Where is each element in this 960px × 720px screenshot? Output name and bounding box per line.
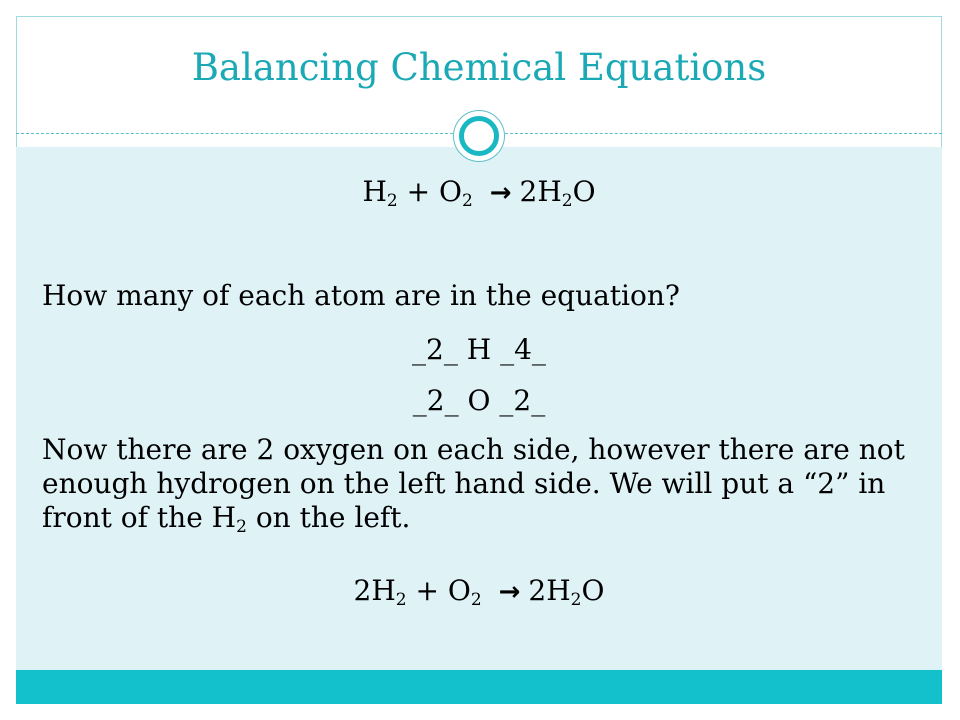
atom-row-right-count: _4_ bbox=[500, 333, 546, 366]
atom-row-right-count: _2_ bbox=[499, 384, 546, 417]
atom-row-left-count: _2_ bbox=[412, 384, 459, 417]
eq2-o: O bbox=[447, 574, 471, 607]
circle-ornament-icon bbox=[453, 110, 505, 162]
eq1-h2: H bbox=[537, 175, 562, 208]
eq1-h2-sub: 2 bbox=[561, 191, 573, 211]
eq2-h-sub: 2 bbox=[395, 590, 407, 610]
right-arrow-icon: → bbox=[498, 577, 521, 607]
paragraph-sub: 2 bbox=[236, 517, 247, 537]
eq1-h: H bbox=[362, 175, 387, 208]
eq1-coef: 2 bbox=[519, 175, 538, 208]
paragraph-before: Now there are 2 oxygen on each side, however there are not enough hydrogen on the left hand side. We will put a “2” in front of the H bbox=[42, 433, 905, 534]
eq1-o2: O bbox=[572, 175, 596, 208]
atom-row-element: H bbox=[466, 333, 492, 366]
equation-balanced bbox=[16, 574, 942, 609]
question-text: How many of each atom are in the equation? bbox=[42, 279, 680, 312]
eq1-o: O bbox=[438, 175, 462, 208]
circle-ornament-inner bbox=[459, 116, 499, 156]
right-arrow-icon: → bbox=[489, 178, 512, 208]
eq2-o-sub: 2 bbox=[470, 590, 482, 610]
equation-unbalanced bbox=[16, 175, 942, 210]
paragraph-after: on the left. bbox=[246, 501, 411, 534]
eq1-o-sub: 2 bbox=[461, 191, 473, 211]
eq2-coef1: 2 bbox=[353, 574, 372, 607]
eq2-h: H bbox=[371, 574, 396, 607]
atom-row-left-count: _2_ bbox=[412, 333, 458, 366]
atom-row-oxygen bbox=[16, 384, 942, 418]
eq2-h2-sub: 2 bbox=[570, 590, 582, 610]
atom-row-hydrogen bbox=[16, 333, 942, 367]
eq1-plus: + bbox=[406, 175, 431, 208]
eq2-h2: H bbox=[546, 574, 571, 607]
explanation-paragraph bbox=[42, 433, 922, 535]
eq2-plus: + bbox=[415, 574, 439, 607]
eq2-coef2: 2 bbox=[528, 574, 547, 607]
bottom-bar bbox=[16, 670, 942, 704]
slide-title: Balancing Chemical Equations bbox=[191, 46, 767, 89]
eq2-o2: O bbox=[581, 574, 605, 607]
eq1-h-sub: 2 bbox=[386, 191, 398, 211]
atom-row-element: O bbox=[467, 384, 491, 417]
